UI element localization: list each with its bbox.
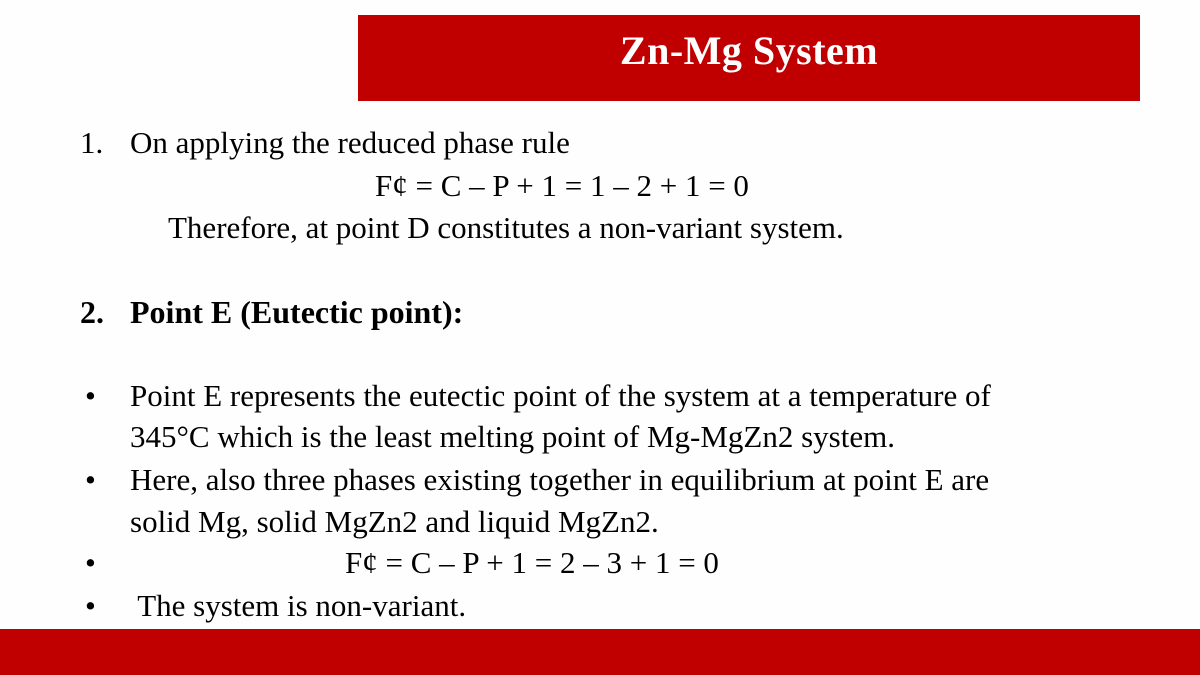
item1-conclusion-line (168, 209, 844, 247)
item1-formula-line (375, 167, 749, 205)
footer-accent-bar (0, 629, 1200, 675)
item1-intro-text: On applying the reduced phase rule (130, 125, 570, 160)
item2-number: 2. (80, 294, 104, 330)
title-banner (358, 15, 1140, 101)
bullet2-line2 (130, 503, 659, 541)
bullet2-line1 (85, 461, 989, 499)
bullet4-text: The system is non-variant. (130, 588, 467, 623)
bullet2-text-line1: Here, also three phases existing together in equilibrium at point E are (130, 462, 990, 497)
bullet3-formula-line (85, 544, 719, 582)
slide-title: Zn-Mg System (619, 27, 879, 73)
bullet-marker: • (85, 378, 96, 413)
bullet-marker: • (85, 588, 96, 623)
bullet3-formula-text: F¢ = C – P + 1 = 2 – 3 + 1 = 0 (345, 545, 719, 580)
item1-conclusion-text: Therefore, at point D constitutes a non-variant system. (168, 210, 844, 245)
item1-intro-line (80, 124, 570, 162)
bullet-marker: • (85, 462, 96, 497)
item2-heading-text: Point E (Eutectic point): (130, 294, 464, 330)
bullet-marker: • (85, 545, 96, 580)
bullet1-text-line2: 345°C which is the least melting point of Mg-MgZn2 system. (130, 419, 895, 454)
bullet1-text-line1: Point E represents the eutectic point of the system at a temperature of (130, 378, 991, 413)
item1-formula-text: F¢ = C – P + 1 = 1 – 2 + 1 = 0 (375, 168, 749, 203)
bullet1-line1 (85, 377, 991, 415)
item1-number: 1. (80, 125, 104, 160)
bullet1-line2 (130, 418, 895, 456)
bullet4-line (85, 587, 466, 625)
item2-heading-line (80, 293, 463, 331)
bullet2-text-line2: solid Mg, solid MgZn2 and liquid MgZn2. (130, 504, 659, 539)
